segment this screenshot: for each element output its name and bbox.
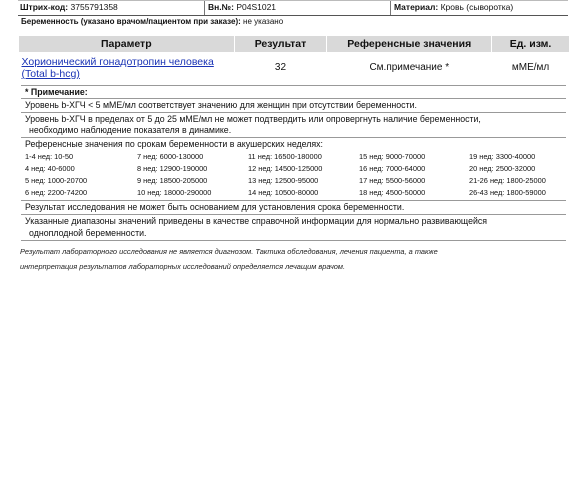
week-range: 14 нед: 10500-80000: [248, 188, 319, 197]
week-range: 5 нед: 1000-20700: [25, 176, 88, 185]
parameter-name-line2: (Total b-hcg): [21, 68, 80, 80]
divider: [21, 85, 566, 86]
week-range: 11 нед: 16500-180000: [248, 152, 322, 161]
note-section: [21, 85, 566, 218]
divider: [21, 240, 566, 241]
internal-number-value: P04S1021: [236, 2, 277, 12]
parameter-name-line1: Хорионический гонадотропин человека: [21, 56, 214, 68]
week-range: 15 нед: 9000-70000: [359, 152, 426, 161]
note-line-reference-info: Указанные диапазоны значений приведены в качестве справочной информации для нормально развивающейся: [25, 216, 488, 226]
unit-value: мМЕ/мл: [511, 62, 550, 73]
internal-number-field: [208, 2, 276, 12]
results-header-row: [19, 36, 570, 53]
internal-number-label: Вн.№:: [208, 2, 234, 12]
note-line-negative: Уровень b-ХГЧ < 5 мМЕ/мл соответствует значению для женщин при отсутствии беременности.: [25, 100, 417, 110]
divider: [390, 1, 391, 15]
week-range: 12 нед: 14500-125000: [248, 164, 323, 173]
disclaimer-line1: Результат лабораторного исследования не является диагнозом. Тактика обследования, лечения пациента, а также: [20, 247, 438, 256]
pregnancy-label: Беременность (указано врачом/пациентом при заказе):: [21, 17, 241, 26]
header-result: Результат: [234, 36, 327, 53]
divider: [21, 214, 566, 215]
reference-value: См.примечание *: [369, 62, 450, 73]
material-field: [394, 2, 513, 12]
divider: [21, 137, 566, 138]
note-title: * Примечание:: [25, 87, 88, 97]
week-range: 10 нед: 18000-290000: [137, 188, 212, 197]
weeks-title: Референсные значения по срокам беременности в акушерских неделях:: [25, 139, 323, 149]
note-line-reference-info-cont: одноплодной беременности.: [29, 228, 147, 238]
week-range: 9 нед: 18500-205000: [137, 176, 208, 185]
divider: [204, 1, 205, 15]
barcode-value: 3755791358: [70, 2, 118, 12]
week-range: 21-26 нед: 1800-25000: [469, 176, 546, 185]
material-label: Материал:: [394, 2, 439, 12]
week-range: 7 нед: 6000-130000: [137, 152, 204, 161]
note-line-uncertain-cont: необходимо наблюдение показателя в динамике.: [29, 125, 232, 135]
results-table: [18, 35, 570, 82]
week-range: 19 нед: 3300-40000: [469, 152, 536, 161]
pregnancy-value: не указано: [243, 17, 284, 26]
week-range: 16 нед: 7000-64000: [359, 164, 426, 173]
week-range: 26-43 нед: 1800-59000: [469, 188, 546, 197]
parameter-cell: [19, 53, 235, 83]
week-range: 1-4 нед: 10-50: [25, 152, 74, 161]
header-unit: Ед. изм.: [492, 36, 570, 53]
week-range: 20 нед: 2500-32000: [469, 164, 536, 173]
pregnancy-status: [21, 17, 283, 26]
result-value: 32: [274, 62, 287, 73]
divider: [21, 98, 566, 99]
barcode-field: [20, 2, 118, 12]
header-parameter: Параметр: [19, 36, 235, 53]
header-reference: Референсные значения: [327, 36, 492, 53]
material-value: Кровь (сыворотка): [440, 2, 514, 12]
table-row: [19, 53, 570, 83]
note-line-no-dating: Результат исследования не может быть основанием для установления срока беременности.: [25, 202, 405, 212]
week-range: 4 нед: 40-6000: [25, 164, 75, 173]
week-range: 6 нед: 2200-74200: [25, 188, 88, 197]
divider: [21, 112, 566, 113]
week-range: 18 нед: 4500-50000: [359, 188, 426, 197]
week-range: 13 нед: 12500-95000: [248, 176, 319, 185]
barcode-label: Штрих-код:: [20, 2, 69, 12]
parameter-link[interactable]: [22, 56, 232, 80]
divider: [21, 200, 566, 201]
specimen-info-bar: [18, 0, 568, 16]
disclaimer-line2: интерпретация результатов лабораторных исследований определяется лечащим врачом.: [20, 262, 346, 271]
week-range: 8 нед: 12900-190000: [137, 164, 208, 173]
week-range: 17 нед: 5500-56000: [359, 176, 426, 185]
note-line-uncertain: Уровень b-ХГЧ в пределах от 5 до 25 мМЕ/мл не может подтвердить или опровергнуть наличие беременности,: [25, 114, 481, 124]
